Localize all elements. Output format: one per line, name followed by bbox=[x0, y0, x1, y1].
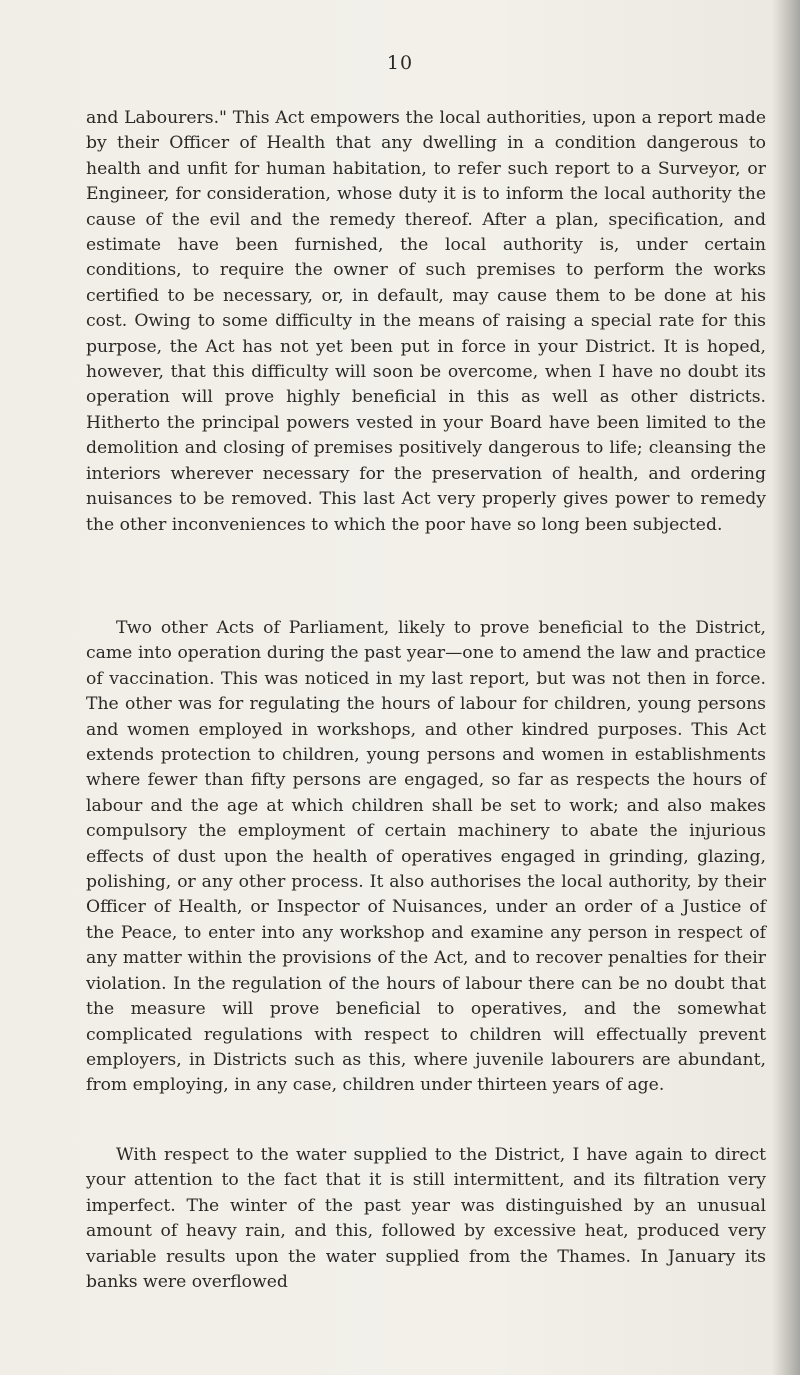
page-number: 10 bbox=[386, 52, 414, 74]
paragraph-1: and Labourers." This Act empowers the local authorities, upon a report made by their Officer of Health that any dwelling in a condition dangerous to health and unfit for human habitation, to refer such report to a Surveyor, or Engineer, for consideration, whose duty it is to inform the local authority the cause of the evil and the remedy thereof. After a plan, specification, and estimate have been furnished, the local authority is, under certain conditions, to require the owner of such premises to perform the works certified to be necessary, or, in default, may cause them to be done at his cost. Owing to some difficulty in the means of raising a special rate for this purpose, the Act has not yet been put in force in your District. It is hoped, however, that this difficulty will soon be overcome, when I have no doubt its operation will prove highly beneficial in this as well as other districts. Hitherto the principal powers vested in your Board have been limited to the demolition and closing of premises positively dangerous to life; cleansing the interiors wherever necessary for the preservation of health, and ordering nuisances to be removed. This last Act very properly gives power to remedy the other inconveniences to which the poor have so long been subjected. bbox=[86, 108, 766, 535]
paragraph-3-container bbox=[86, 1143, 766, 1295]
paragraph-1-container bbox=[86, 106, 766, 538]
paragraph-2-container bbox=[86, 616, 766, 1099]
paragraph-3: With respect to the water supplied to the District, I have again to direct your attention to the fact that it is still intermittent, and its filtration very imperfect. The winter of the past year was distinguished by an unusual amount of heavy rain, and this, followed by excessive heat, produced very variable results upon the water supplied from the Thames. In January its banks were overflowed bbox=[86, 1145, 766, 1293]
paragraph-2: Two other Acts of Parliament, likely to prove beneficial to the District, came into operation during the past year—one to amend the law and practice of vaccination. This was noticed in my last report, but was not then in force. The other was for regulating the hours of labour for children, young persons and women employed in workshops, and other kindred purposes. This Act extends protection to children, young persons and women in establishments where fewer than fifty persons are engaged, so far as respects the hours of labour and the age at which children shall be set to work; and also makes compulsory the employment of certain machinery to abate the injurious effects of dust upon the health of operatives engaged in grinding, glazing, polishing, or any other process. It also authorises the local authority, by their Officer of Health, or Inspector of Nuisances, under an order of a Justice of the Peace, to enter into any workshop and examine any person in respect of any matter within the provisions of the Act, and to recover penalties for their violation. In the regulation of the hours of labour there can be no doubt that the measure will prove beneficial to operatives, and the somewhat complicated regulations with respect to children will effectually prevent employers, in Districts such as this, where juvenile labourers are abundant, from employing, in any case, children under thirteen years of age. bbox=[86, 618, 766, 1096]
page-edge-shadow bbox=[772, 0, 800, 1375]
